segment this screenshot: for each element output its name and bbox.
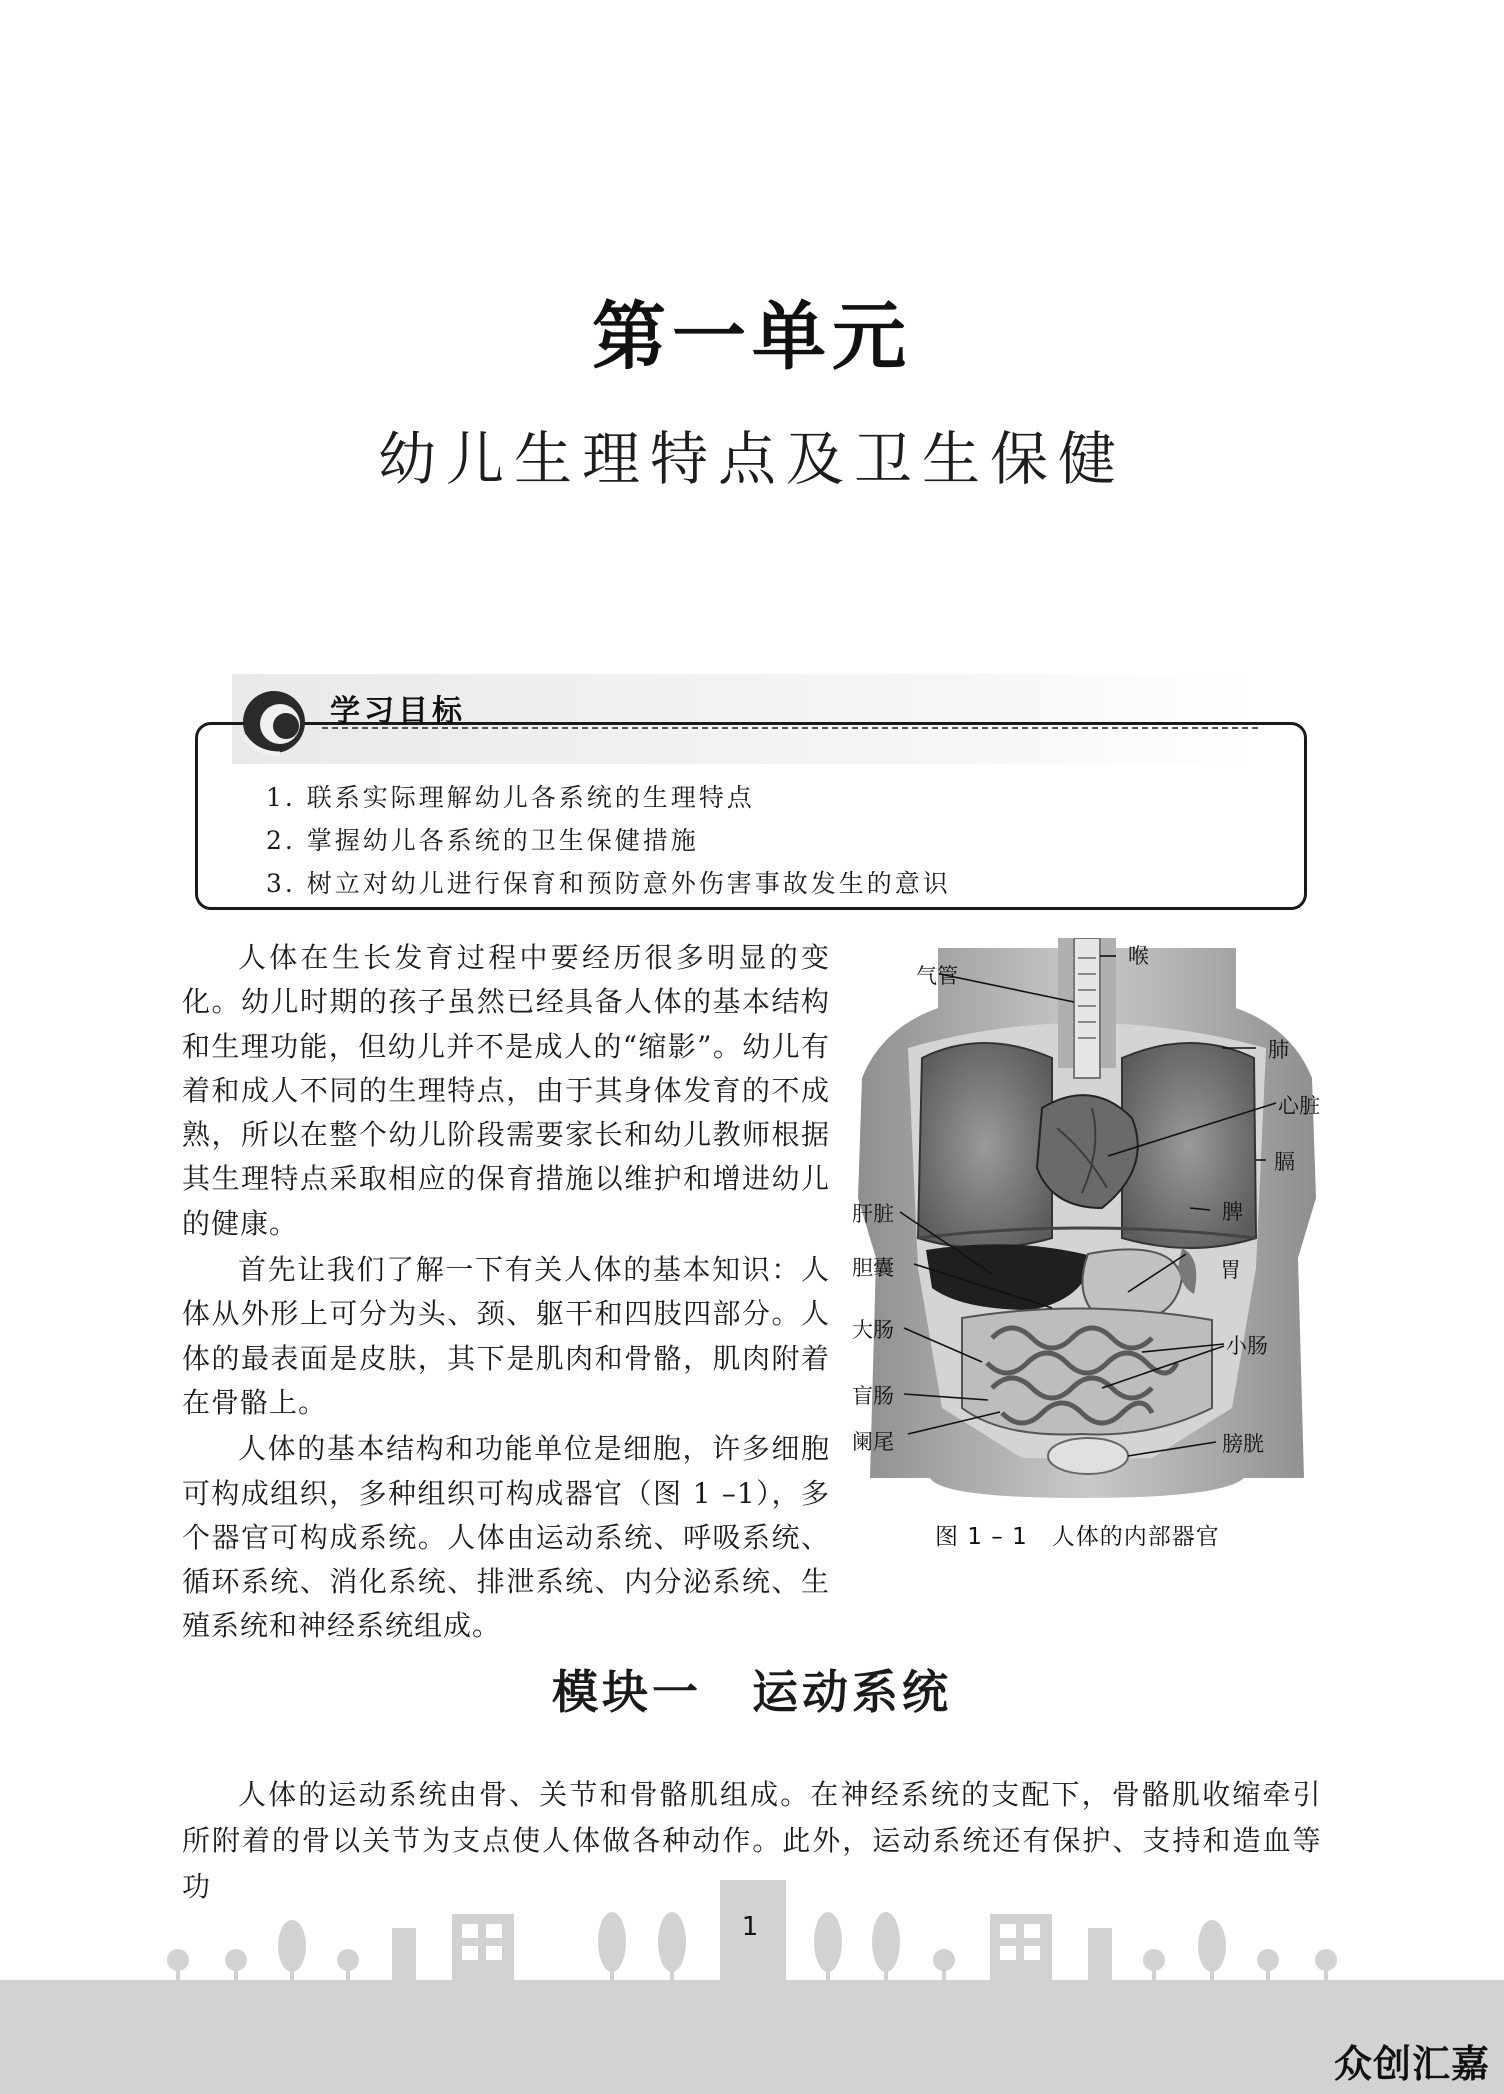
unit-title: 第一单元	[592, 294, 912, 380]
label-small-intestine: 小肠	[1226, 1334, 1268, 1358]
module-number: 模块一	[552, 1665, 702, 1719]
unit-subtitle: 幼儿生理特点及卫生保健	[377, 425, 1126, 493]
objective-item: 1. 联系实际理解幼儿各系统的生理特点	[266, 783, 755, 812]
watermark: 众创汇嘉	[1333, 2042, 1490, 2086]
label-bladder: 膀胱	[1222, 1432, 1264, 1456]
label-lung: 肺	[1268, 1038, 1289, 1062]
objectives-list	[266, 776, 951, 905]
label-gallbladder: 胆囊	[852, 1256, 894, 1280]
label-cecum: 盲肠	[852, 1384, 894, 1408]
footer-cityscape	[0, 1860, 1504, 2094]
label-spleen: 脾	[1222, 1200, 1243, 1224]
organs-figure	[852, 938, 1322, 1518]
objective-item: 2. 掌握幼儿各系统的卫生保健措施	[266, 826, 699, 855]
module-paragraph: 人体的运动系统由骨、关节和骨骼肌组成。在神经系统的支配下，骨骼肌收缩牵引所附着的骨以关节为支点使人体做各种动作。此外，运动系统还有保护、支持和造血等功	[182, 1778, 1322, 1903]
objective-item: 3. 树立对幼儿进行保育和预防意外伤害事故发生的意识	[266, 869, 951, 898]
label-diaphragm: 膈	[1274, 1150, 1295, 1174]
label-trachea: 气管	[916, 964, 958, 988]
page-number: 1	[741, 1912, 759, 1942]
label-liver: 肝脏	[852, 1202, 894, 1226]
label-appendix: 阑尾	[852, 1430, 894, 1454]
body-paragraph: 首先让我们了解一下有关人体的基本知识：人体从外形上可分为头、颈、躯干和四肢四部分。人体的最表面是皮肤，其下是肌肉和骨骼，肌肉附着在骨骼上。	[182, 1253, 830, 1419]
objectives-heading: 学习目标	[330, 694, 466, 729]
body-paragraph: 人体的基本结构和功能单位是细胞，许多细胞可构成组织，多种组织可构成器官（图 1 –1），多个器官可构成系统。人体由运动系统、呼吸系统、循环系统、消化系统、排泄系统、内分泌系统、生殖系统和神经系统组成。	[182, 1432, 830, 1643]
module-name: 运动系统	[752, 1665, 952, 1719]
figure-caption: 图 1 – 1 人体的内部器官	[935, 1524, 1220, 1550]
label-large-intestine: 大肠	[852, 1318, 894, 1342]
body-text-column	[182, 936, 830, 1651]
label-stomach: 胃	[1220, 1258, 1241, 1282]
body-paragraph: 人体在生长发育过程中要经历很多明显的变化。幼儿时期的孩子虽然已经具备人体的基本结构和生理功能，但幼儿并不是成人的“缩影”。幼儿有着和成人不同的生理特点，由于其身体发育的不成熟，所以在整个幼儿阶段需要家长和幼儿教师根据其生理特点采取相应的保育措施以维护和增进幼儿的健康。	[182, 941, 830, 1240]
module-heading	[0, 1656, 1504, 1722]
objectives-circle-icon	[236, 684, 312, 760]
label-throat: 喉	[1128, 944, 1149, 968]
label-heart: 心脏	[1278, 1094, 1320, 1118]
